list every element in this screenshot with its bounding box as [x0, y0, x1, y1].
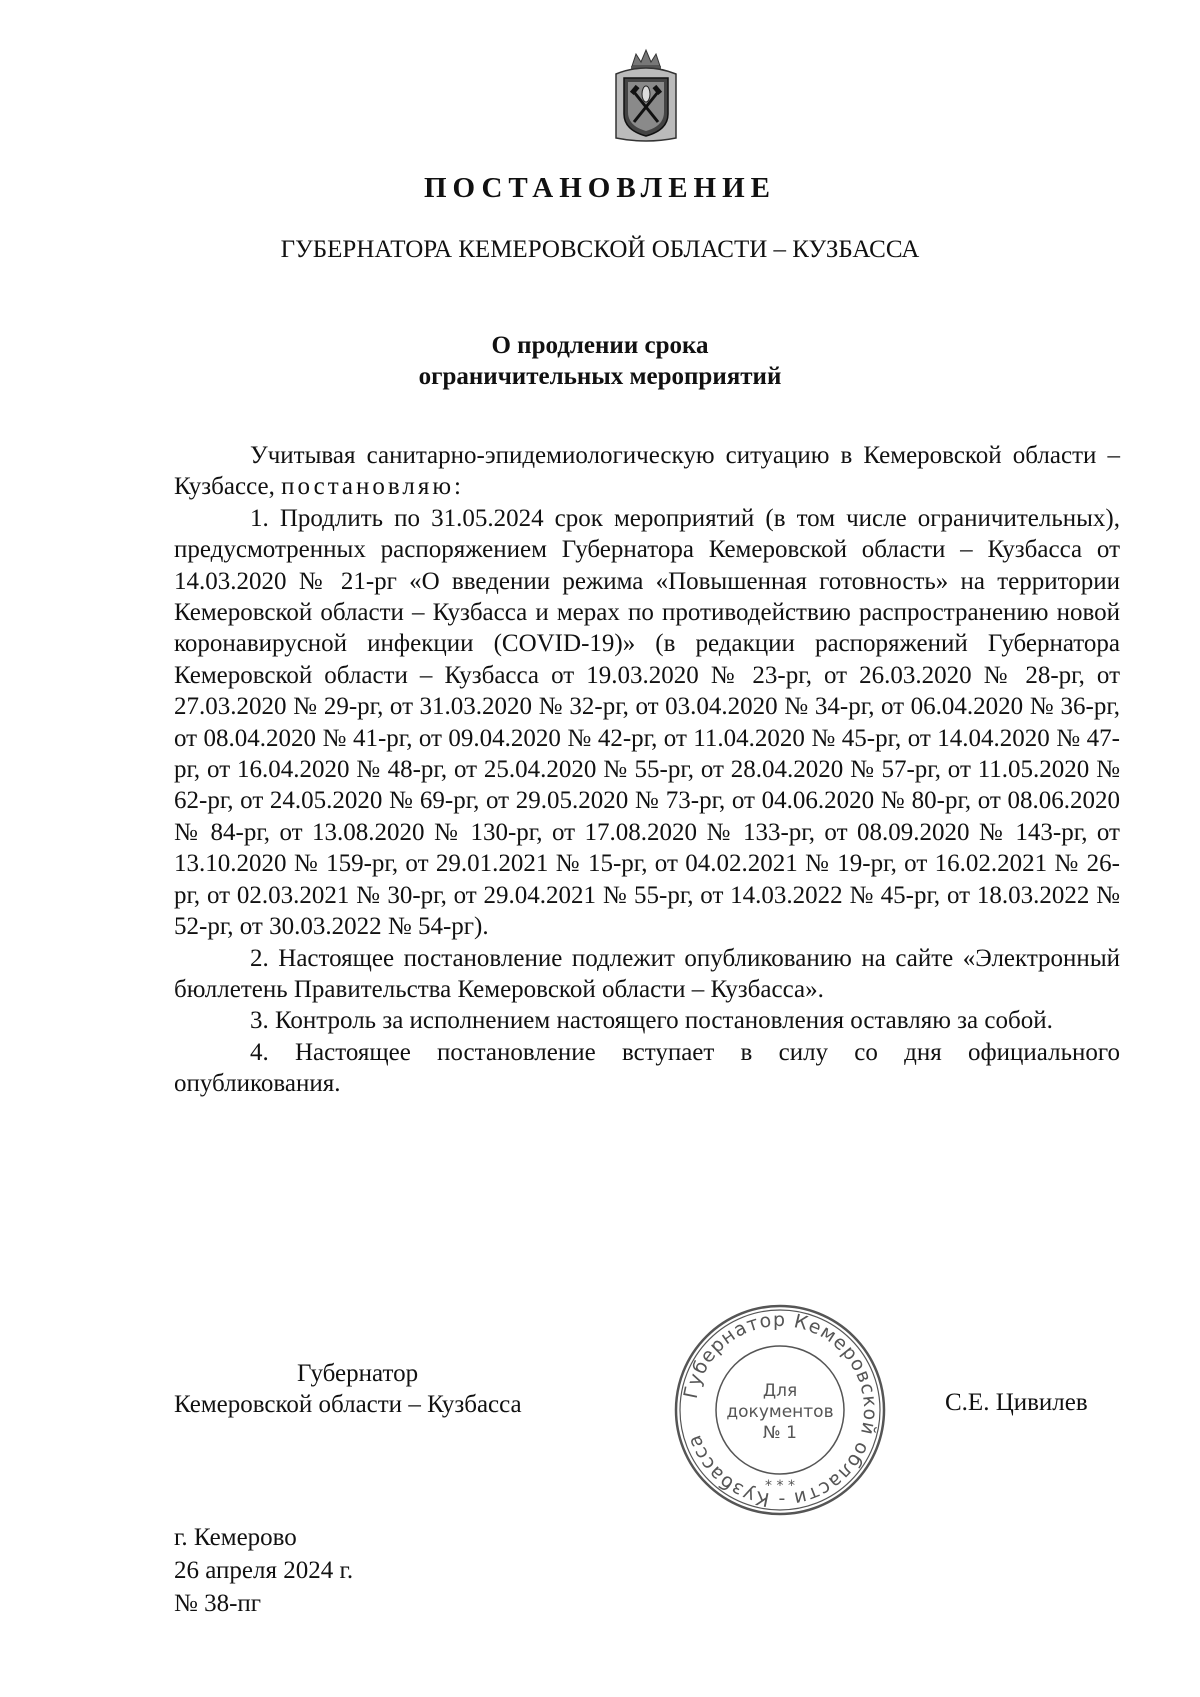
- signatory-name: С.Е. Цивилев: [945, 1389, 1088, 1416]
- signatory-title: [174, 1358, 604, 1420]
- item-3-paragraph: 3. Контроль за исполнением настоящего постановления оставляю за собой.: [250, 1007, 1053, 1035]
- coat-of-arms-icon: [610, 48, 682, 144]
- subject-line-2: ограничительных мероприятий: [418, 363, 782, 390]
- intro-decree-word: постановляю: [281, 473, 455, 501]
- footer-number: № 38-пг: [174, 1590, 262, 1617]
- seal-center-line-3: № 1: [763, 1423, 797, 1443]
- official-seal: [670, 1300, 890, 1520]
- item-4-paragraph: 4. Настоящее постановление вступает в силу со дня официального опубликования.: [174, 1038, 1120, 1098]
- intro-text: Учитывая санитарно-эпидемиологическую ситуацию в Кемеровской области – Кузбассе,: [174, 442, 1120, 501]
- document-subject: [0, 330, 1200, 392]
- footer-city: г. Кемерово: [174, 1524, 297, 1551]
- seal-ring-path: Губернатор Кемеровской области - Кузбасса: [679, 1308, 882, 1512]
- seal-center-line-2: документов: [726, 1402, 834, 1422]
- subject-line-1: О продлении срока: [491, 332, 709, 359]
- issuer-heading: ГУБЕРНАТОРА КЕМЕРОВСКОЙ ОБЛАСТИ – КУЗБАССА: [280, 236, 920, 263]
- seal-stars: * * *: [765, 1478, 795, 1494]
- intro-paragraph: [174, 440, 1120, 503]
- seal-center-line-1: Для: [762, 1381, 798, 1401]
- footer-date: 26 апреля 2024 г.: [174, 1557, 354, 1584]
- signatory-title-line-1: Губернатор: [297, 1360, 419, 1387]
- document-footer: [174, 1521, 353, 1620]
- document-body: [174, 440, 1120, 1100]
- document-type-heading: ПОСТАНОВЛЕНИЕ: [423, 172, 776, 204]
- intro-colon: :: [454, 473, 461, 501]
- item-1-paragraph: 1. Продлить по 31.05.2024 срок мероприятий (в том числе ограничительных), предусмотренных распоряжением Губернатора Кемеровской области – Кузбасса от 14.03.2020 № 21-рг «О введении режима «Повышенная готовность» на территории Кемеровской области – Кузбасса и мерах по противодействию распространению новой коронавирусной инфекции (COVID-19)» (в редакции распоряжений Губернатора Кемеровской области – Кузбасса от 19.03.2020 № 23-рг, от 26.03.2020 № 28-рг, от 27.03.2020 № 29-рг, от 31.03.2020 № 32-рг, от 03.04.2020 № 34-рг, от 06.04.2020 № 36-рг, от 08.04.2020 № 41-рг, от 09.04.2020 № 42-рг, от 11.04.2020 № 45-рг, от 14.04.2020 № 47-рг, от 16.04.2020 № 48-рг, от 25.04.2020 № 55-рг, от 28.04.2020 № 57-рг, от 11.05.2020 № 62-рг, от 24.05.2020 № 69-рг, от 29.05.2020 № 73-рг, от 04.06.2020 № 80-рг, от 08.06.2020 № 84-рг, от 13.08.2020 № 130-рг, от 17.08.2020 № 133-рг, от 08.09.2020 № 143-рг, от 13.10.2020 № 159-рг, от 29.01.2021 № 15-рг, от 04.02.2021 № 19-рг, от 16.02.2021 № 26-рг, от 02.03.2021 № 30-рг, от 29.04.2021 № 55-рг, от 14.03.2022 № 45-рг, от 18.03.2022 № 52-рг, от 30.03.2022 № 54-рг).: [174, 504, 1120, 941]
- signatory-title-line-2: Кемеровской области – Кузбасса: [174, 1391, 522, 1418]
- item-2-paragraph: 2. Настоящее постановление подлежит опубликованию на сайте «Электронный бюллетень Правительства Кемеровской области – Кузбасса».: [174, 944, 1120, 1003]
